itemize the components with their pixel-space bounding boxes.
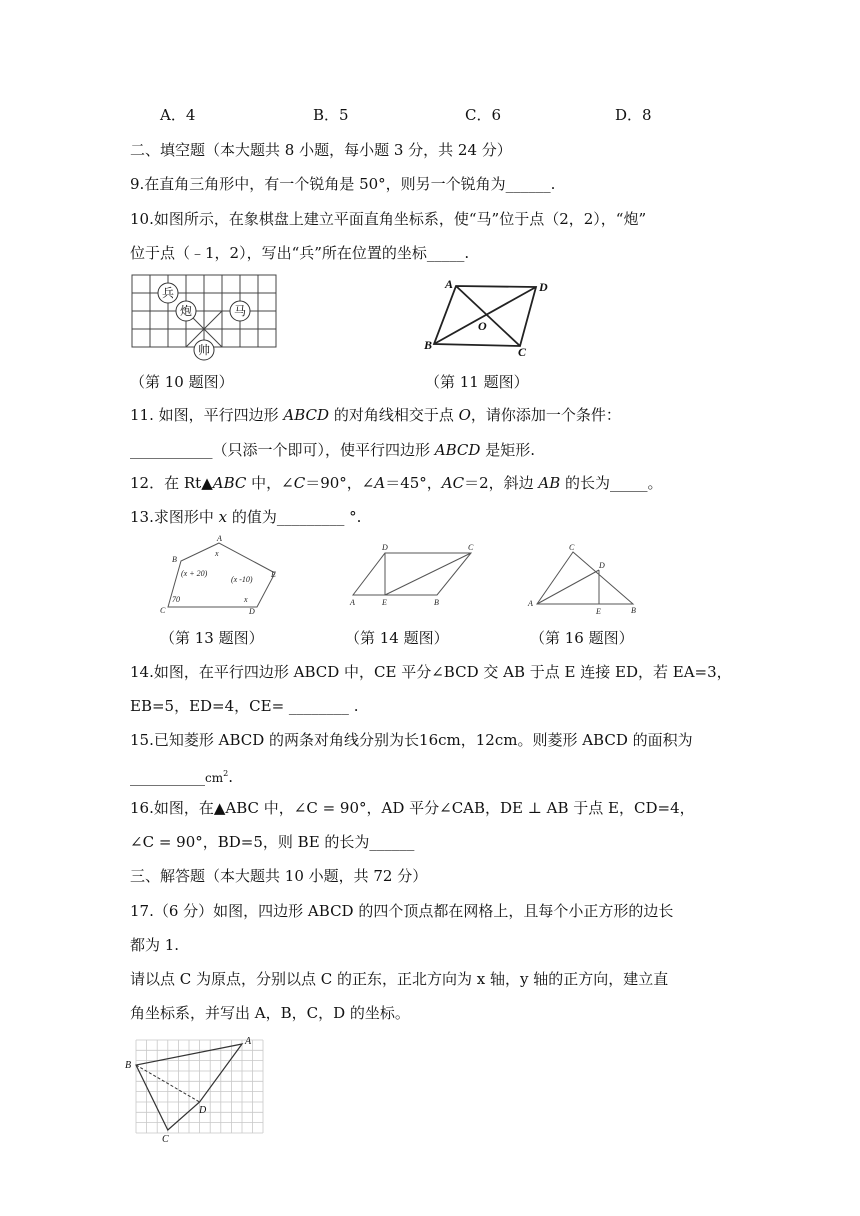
fig17-label-a: A [245,1036,252,1047]
caption-fig11: （第 11 题图） [425,373,529,391]
fig11-label-d: D [539,280,548,294]
piece-shuai: 帅 [197,343,211,357]
caption-fig10: （第 10 题图） [130,373,234,391]
choice-b: B．5 [313,106,349,124]
fig17-label-d: D [199,1105,207,1116]
fig11-label-a: A [445,277,454,291]
choice-a: A．4 [160,106,196,124]
figure-14-parallelogram [347,543,485,607]
fig11-label-c: C [518,345,527,356]
fig14-label-a: A [350,598,355,607]
question-15-line1: 15.已知菱形 ABCD 的两条对角线分别为长16cm，12cm。则菱形 ABCD 的面积为 [130,731,693,749]
figure-13-pentagon [157,535,287,617]
fig11-label-o: O [478,319,487,333]
question-17-line3: 请以点 C 为原点，分别以点 C 的正东，正北方向为 x 轴，y 轴的正方向，建立直 [130,970,669,988]
fig16-label-b: B [631,606,636,615]
question-12: 12．在 Rt▲ABC 中，∠C＝90°，∠A＝45°，AC＝2，斜边 AB 的长为_____。 [130,474,663,492]
figure-11-parallelogram [418,272,558,356]
figure-17-grid [122,1032,272,1144]
fig17-label-c: C [162,1134,169,1144]
choice-c: C．6 [465,106,502,124]
fig16-label-d: D [599,561,605,570]
fig13-angle-d: x [244,595,248,604]
question-10-line1: 10.如图所示，在象棋盘上建立平面直角坐标系，使“马”位于点（2，2），“炮” [130,210,647,228]
question-16-line1: 16.如图，在▲ABC 中，∠C = 90°，AD 平分∠CAB，DE ⊥ AB 于点 E，CD=4， [130,799,695,817]
caption-fig13: （第 13 题图） [160,629,264,647]
figure-16-triangle [525,542,645,616]
question-9: 9.在直角三角形中，有一个锐角是 50°，则另一个锐角为______. [130,175,556,193]
fig13-angle-e: (x -10) [231,575,253,584]
fig14-label-b: B [434,598,439,607]
fig14-label-e: E [382,598,387,607]
question-17-line1: 17.（6 分）如图，四边形 ABCD 的四个顶点都在网格上，且每个小正方形的边长 [130,902,674,920]
section-3-heading: 三、解答题（本大题共 10 小题，共 72 分） [130,867,428,885]
fig13-angle-a: x [215,549,219,558]
question-11-line1: 11. 如图，平行四边形 ABCD 的对角线相交于点 O，请你添加一个条件： [130,406,621,424]
fig13-label-c: C [160,606,166,615]
piece-pao: 炮 [179,304,193,318]
caption-fig14: （第 14 题图） [345,629,449,647]
question-11-line2: ___________（只添一个即可），使平行四边形 ABCD 是矩形. [130,441,535,459]
fig16-label-c: C [569,543,575,552]
question-14-line2: EB=5，ED=4，CE= ________ . [130,697,359,715]
fig13-label-a: A [217,535,222,543]
question-17-line2: 都为 1. [130,936,180,954]
fig13-angle-b: (x + 20) [181,569,208,578]
piece-bing: 兵 [161,286,175,300]
question-17-line4: 角坐标系，并写出 A，B，C，D 的坐标。 [130,1004,410,1022]
figure-10-chessboard [126,268,286,364]
choice-d: D．8 [615,106,652,124]
question-14-line1: 14.如图，在平行四边形 ABCD 中，CE 平分∠BCD 交 AB 于点 E 连接 ED，若 EA=3， [130,663,732,681]
question-13: 13.求图形中 x 的值为_________ °. [130,508,362,526]
section-2-heading: 二、填空题（本大题共 8 小题，每小题 3 分，共 24 分） [130,141,512,159]
fig13-label-e: E [271,570,276,579]
piece-ma: 马 [233,304,247,318]
fig13-label-b: B [172,555,177,564]
fig14-label-d: D [382,543,388,552]
caption-fig16: （第 16 题图） [530,629,634,647]
question-15-line2: $\_\_\_\_\_\_\_\_\_\_cm^2$. [130,768,233,786]
fig13-label-d: D [249,607,255,616]
fig16-label-a: A [528,599,533,608]
fig13-angle-c: 70 [172,595,180,604]
fig17-label-b: B [125,1060,132,1071]
fig11-label-b: B [424,338,433,352]
fig16-label-e: E [596,607,601,616]
fig14-label-c: C [468,543,474,552]
question-16-line2: ∠C = 90°，BD=5，则 BE 的长为______ [130,833,415,851]
question-10-line2: 位于点（﹣1，2），写出“兵”所在位置的坐标_____. [130,244,470,262]
